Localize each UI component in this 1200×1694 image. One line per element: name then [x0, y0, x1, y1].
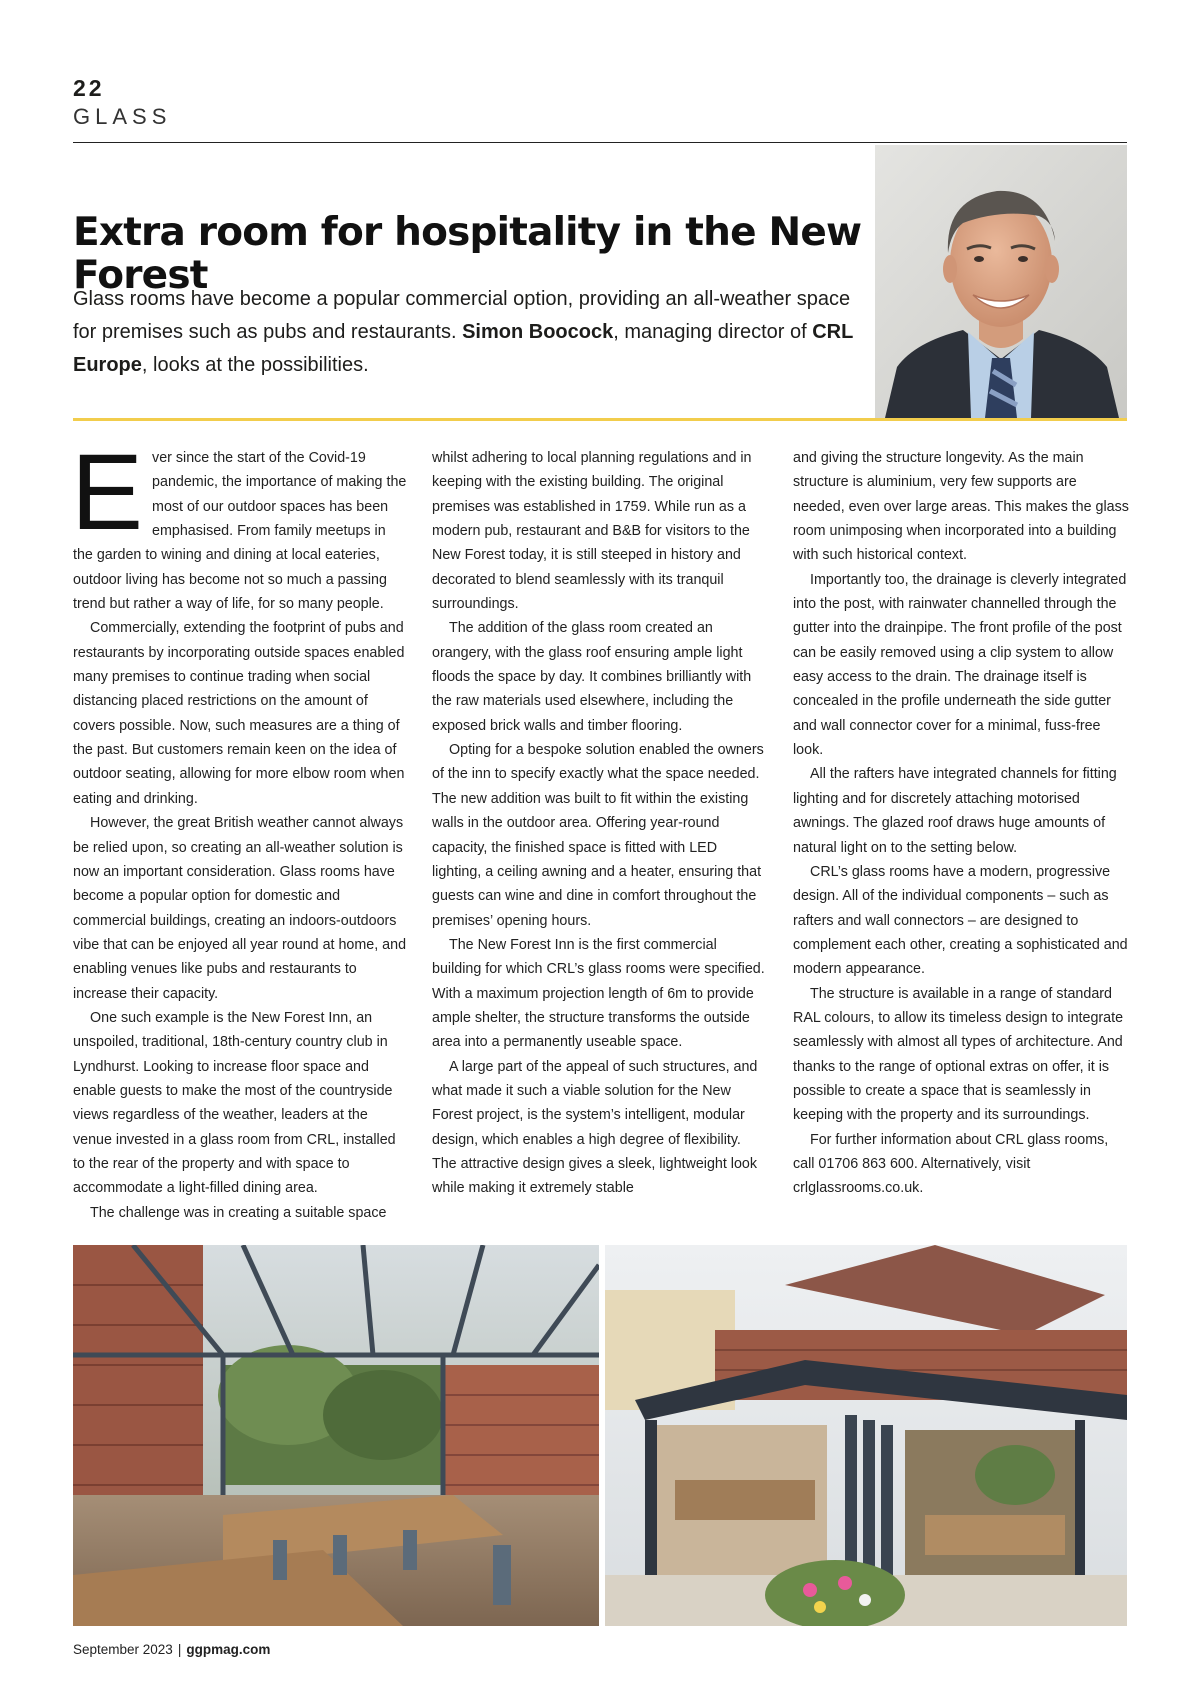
body-paragraph: and giving the structure longevity. As the main structure is aluminium, very few supports are needed, even over large areas. This makes the glass room unimposing when incorporated into a building with such historical context.	[793, 450, 1129, 564]
article-title: Extra room for hospitality in the New Forest	[73, 210, 862, 298]
page-footer	[73, 1642, 270, 1657]
body-paragraph: Opting for a bespoke solution enabled the owners of the inn to specify exactly what the space needed. The new addition was built to fit within the existing walls in the outdoor area. Offering year-round capacity, the finished space is fitted with LED lighting, a ceiling awning and a heater, ensuring that guests can wine and dine in comfort throughout the premises’ opening hours.	[432, 742, 764, 929]
article-column-2	[432, 446, 768, 1201]
body-paragraph: The addition of the glass room created an orangery, with the glass roof ensuring ample light floods the space by day. It combines brilliantly with the raw materials used elsewhere, including the exposed brick walls and timber flooring.	[432, 620, 752, 734]
page-number: 22	[73, 75, 105, 101]
body-paragraph: The challenge was in creating a suitable space	[90, 1204, 387, 1221]
drop-cap: E	[71, 431, 144, 552]
body-paragraph: A large part of the appeal of such structures, and what made it such a viable solution for the New Forest project, is the system’s intelligent, modular design, which enables a high degree of flexibility. The attractive design gives a sleek, lightweight look while making it extremely stable	[432, 1058, 758, 1197]
standfirst-text: , looks at the possibilities.	[141, 354, 369, 376]
issue-date: September 2023	[73, 1642, 173, 1657]
body-paragraph: For further information about CRL glass rooms, call 01706 863 600. Alternatively, visit crlglassrooms.co.uk.	[793, 1131, 1109, 1197]
article-column-3	[793, 446, 1129, 1201]
body-paragraph: One such example is the New Forest Inn, an unspoiled, traditional, 18th-century country club in Lyndhurst. Looking to increase floor space and enable guests to make the most of the countryside views regardless of the weather, leaders at the venue invested in a glass room from CRL, installed to the rear of the property and with space to accommodate a light-filled dining area.	[73, 1009, 396, 1197]
footer-separator: |	[177, 1642, 182, 1657]
body-paragraph: Importantly too, the drainage is cleverly integrated into the post, with rainwater channelled through the gutter into the drainpipe. The front profile of the post can be easily removed using a clip system to allow easy access to the drain. The drainage itself is concealed in the profile underneath the side gutter and wall connector cover for a minimal, fuss-free look.	[793, 571, 1127, 759]
author-name: Simon Boocock	[462, 321, 614, 343]
body-paragraph: However, the great British weather cannot always be relied upon, so creating an all-weather solution is now an important consideration. Glass rooms have become a popular option for domestic and commercial buildings, creating an indoors-outdoors vibe that can be enjoyed all year round at home, and enabling venues like pubs and restaurants to increase their capacity.	[73, 815, 407, 1002]
body-paragraph: whilst adhering to local planning regulations and in keeping with the existing building. The original premises was established in 1759. While run as a modern pub, restaurant and B&B for visitors to the New Forest today, it is still steeped in history and decorated to blend seamlessly with its tranquil surroundings.	[432, 450, 752, 613]
section-label: GLASS	[73, 104, 172, 129]
article-column-1	[71, 431, 409, 1225]
company-name: CRL Europe	[73, 321, 853, 376]
standfirst-text: , managing director of	[613, 321, 813, 343]
body-paragraph: All the rafters have integrated channels for fitting lighting and for discretely attaching motorised awnings. The glazed roof draws huge amounts of natural light on to the setting below.	[793, 766, 1117, 856]
body-paragraph: Commercially, extending the footprint of pubs and restaurants by incorporating outside spaces enabled many premises to continue trading when social distancing placed restrictions on the amount of covers possible. Now, such measures are a thing of the past. But customers remain keen on the idea of outdoor seating, allowing for more elbow room when eating and drinking.	[73, 620, 405, 807]
body-paragraph: The structure is available in a range of standard RAL colours, to allow its timeless design to integrate seamlessly with almost all types of architecture. And thanks to the range of optional extras on offer, it is possible to create a space that is seamlessly in keeping with the property and its surroundings.	[793, 985, 1124, 1124]
photo-glass-room-interior	[73, 1245, 599, 1626]
body-paragraph: Ever since the start of the Covid-19 pandemic, the importance of making the most of our outdoor spaces has been emphasised. From family meetups in the garden to wining and dining at local eateries, outdoor living has become not so much a passing trend but rather a way of life, for so many people.	[71, 431, 407, 613]
top-rule	[73, 142, 1127, 143]
standfirst	[73, 283, 858, 382]
body-paragraph: CRL’s glass rooms have a modern, progressive design. All of the individual components – such as rafters and wall connectors – are designed to complement each other, creating a sophisticated and modern appearance.	[793, 863, 1128, 978]
accent-rule	[73, 418, 1127, 421]
body-paragraph: The New Forest Inn is the first commercial building for which CRL’s glass rooms were specified. With a maximum projection length of 6m to provide ample shelter, the structure transforms the outside area into a permanently useable space.	[432, 936, 765, 1051]
photo-glass-room-exterior	[605, 1245, 1127, 1626]
site-link[interactable]: ggpmag.com	[186, 1642, 271, 1657]
author-portrait	[875, 145, 1127, 418]
standfirst-text: Glass rooms have become a popular commercial option, providing an all-weather space for premises such as pubs and restaurants.	[73, 288, 851, 343]
